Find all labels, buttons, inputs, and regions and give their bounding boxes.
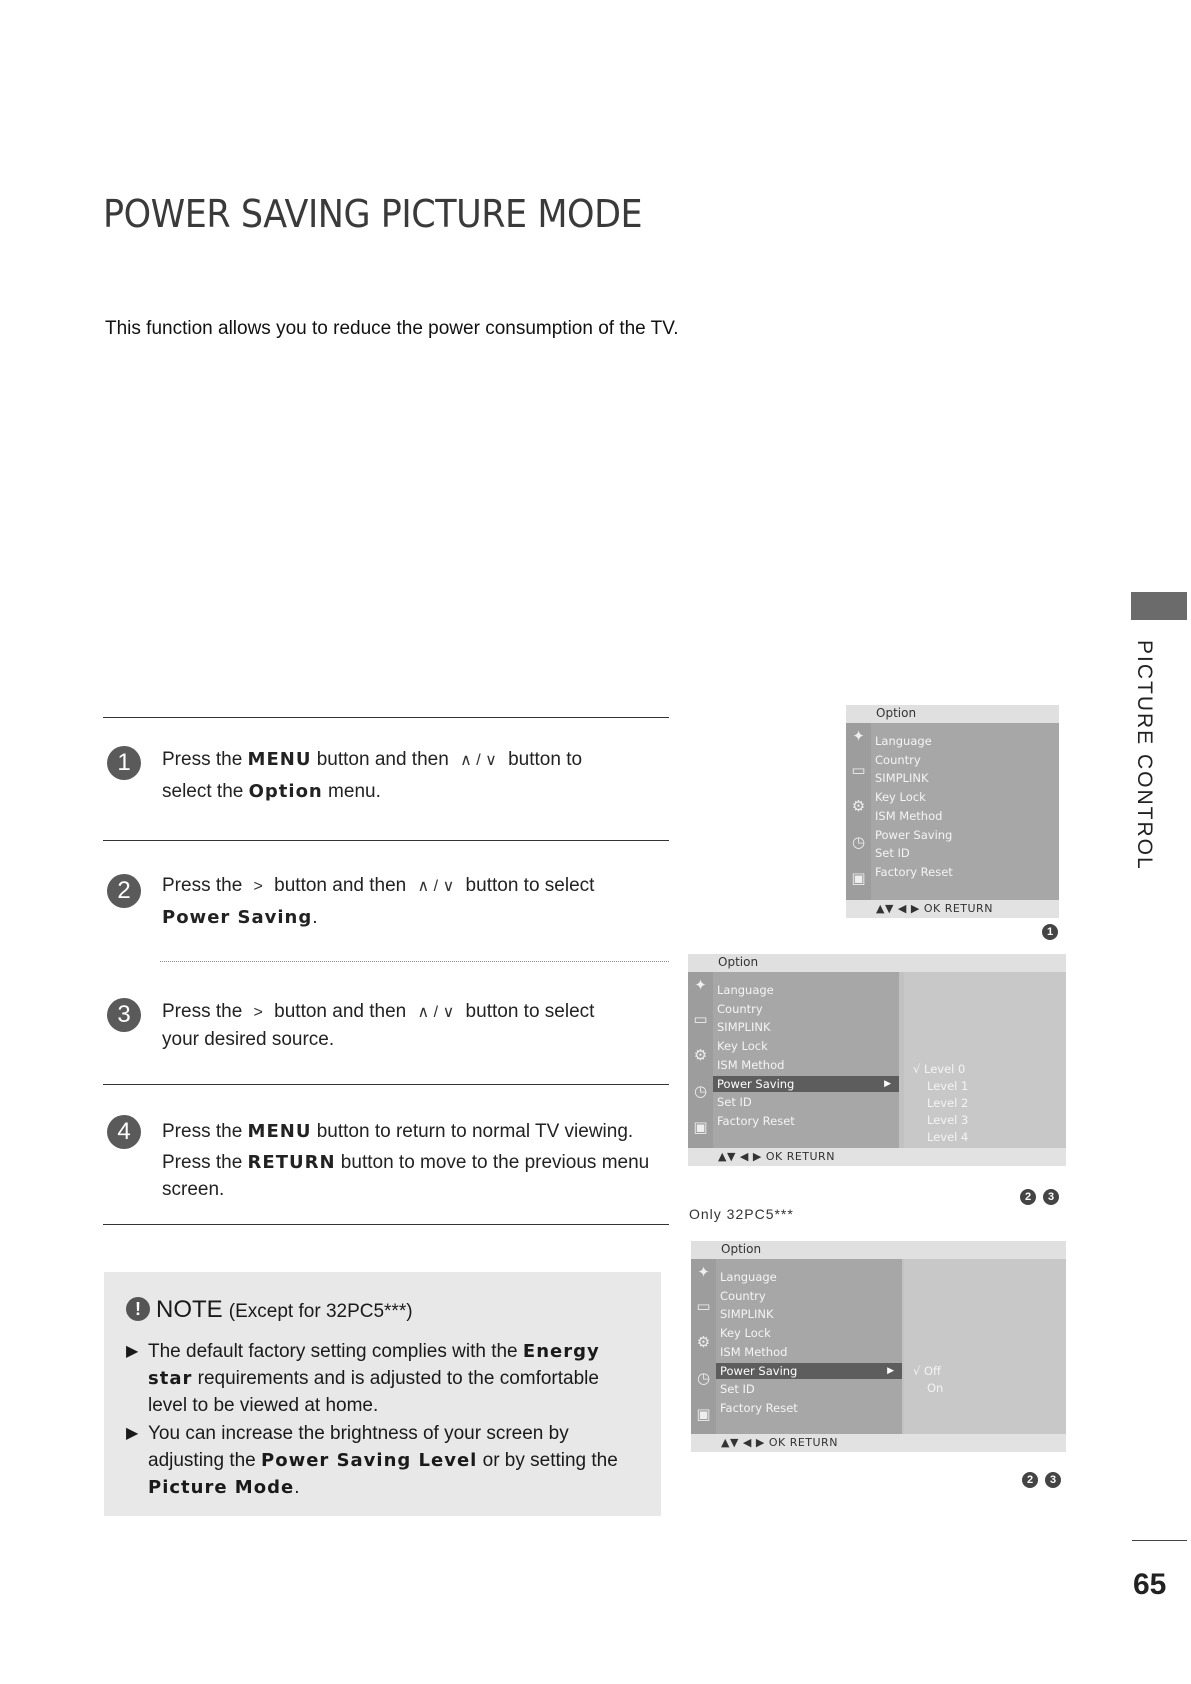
- osd-icon-column: [846, 723, 871, 900]
- osd-item-set-id[interactable]: Set ID: [720, 1382, 755, 1396]
- osd-item-language[interactable]: Language: [875, 734, 932, 748]
- osd-item-power-saving-selected[interactable]: Power Saving ▶: [713, 1076, 899, 1092]
- exclamation-icon: !: [126, 1297, 150, 1321]
- right-arrow-icon: >: [253, 878, 263, 895]
- step-divider-dotted: [160, 961, 669, 962]
- note-bullet-2: ▶ You can increase the brightness of your screen by adjusting the Power Saving Level or by setting the Picture Mode.: [126, 1420, 636, 1501]
- monitor-icon: ▭: [851, 761, 866, 779]
- step-number-4: 4: [107, 1115, 141, 1149]
- osd-item-set-id[interactable]: Set ID: [717, 1095, 752, 1109]
- note-box: [104, 1272, 661, 1516]
- osd-option-on[interactable]: On: [927, 1381, 944, 1395]
- osd-item-simplink[interactable]: SIMPLINK: [875, 771, 929, 785]
- step-number-1: 1: [107, 746, 141, 780]
- osd-footer: ▲▼ ◀ ▶ OK RETURN: [688, 1148, 1066, 1166]
- osd-item-country[interactable]: Country: [717, 1002, 763, 1016]
- figure-badge-3: 3: [1045, 1472, 1061, 1488]
- option-icon: ▣: [693, 1118, 708, 1136]
- osd-menu-power-saving-offon: [691, 1241, 1066, 1452]
- monitor-icon: ▭: [693, 1010, 708, 1028]
- osd-header: Option: [688, 954, 1066, 972]
- option-icon: ▣: [696, 1405, 711, 1423]
- option-icon: ▣: [851, 869, 866, 887]
- step-1-text: Press the MENU button and then ∧ / ∨ button to select the Option menu.: [162, 749, 583, 802]
- osd-item-factory-reset[interactable]: Factory Reset: [875, 865, 953, 879]
- osd-item-simplink[interactable]: SIMPLINK: [717, 1020, 771, 1034]
- step-divider: [103, 1224, 669, 1225]
- figure-badge-1: 1: [1042, 924, 1058, 940]
- osd-submenu-levels: [904, 972, 1066, 1148]
- osd-item-list: [716, 1259, 902, 1434]
- osd-icon-column: [691, 1259, 716, 1434]
- up-down-arrow-icon: ∧ / ∨: [417, 878, 455, 895]
- osd-level-2[interactable]: Level 2: [927, 1096, 969, 1110]
- step-number-3: 3: [107, 998, 141, 1032]
- figure-badge-2: 2: [1020, 1189, 1036, 1205]
- gear-icon: ⚙: [693, 1046, 708, 1064]
- osd-item-ism-method[interactable]: ISM Method: [875, 809, 943, 823]
- osd-item-ism-method[interactable]: ISM Method: [720, 1345, 788, 1359]
- right-triangle-icon: ▶: [884, 1079, 891, 1089]
- triangle-bullet-icon: ▶: [126, 1343, 139, 1360]
- osd-footer: ▲▼ ◀ ▶ OK RETURN: [846, 900, 1059, 918]
- right-arrow-icon: >: [253, 1004, 263, 1021]
- osd-level-4[interactable]: Level 4: [927, 1130, 969, 1144]
- step-3-text: Press the > button and then ∧ / ∨ button to select your desired source.: [162, 1001, 595, 1050]
- model-note-label: Only 32PC5***: [689, 1206, 794, 1222]
- clock-icon: ◷: [851, 833, 866, 851]
- osd-item-set-id[interactable]: Set ID: [875, 846, 910, 860]
- right-triangle-icon: ▶: [887, 1366, 894, 1376]
- page-title: POWER SAVING PICTURE MODE: [103, 192, 643, 236]
- up-down-arrow-icon: ∧ / ∨: [460, 752, 497, 769]
- step-divider: [103, 717, 669, 718]
- osd-level-3[interactable]: Level 3: [927, 1113, 969, 1127]
- monitor-icon: ▭: [696, 1297, 711, 1315]
- osd-item-key-lock[interactable]: Key Lock: [720, 1326, 771, 1340]
- note-bullet-1: ▶ The default factory setting complies with the Energy star requirements and is adjusted to the comfortable level to be viewed at home.: [126, 1338, 636, 1419]
- osd-item-country[interactable]: Country: [720, 1289, 766, 1303]
- figure-badge-2: 2: [1022, 1472, 1038, 1488]
- section-tab-marker: [1131, 592, 1187, 620]
- osd-item-power-saving[interactable]: Power Saving: [875, 828, 953, 842]
- gear-icon: ⚙: [696, 1333, 711, 1351]
- satellite-icon: ✦: [852, 727, 865, 745]
- osd-item-ism-method[interactable]: ISM Method: [717, 1058, 785, 1072]
- osd-menu-option: [846, 705, 1059, 918]
- section-label: PICTURE CONTROL: [1133, 640, 1156, 871]
- osd-item-factory-reset[interactable]: Factory Reset: [717, 1114, 795, 1128]
- osd-header: Option: [691, 1241, 1066, 1259]
- clock-icon: ◷: [696, 1369, 711, 1387]
- step-divider: [103, 840, 669, 841]
- osd-item-list: [713, 972, 899, 1148]
- page-number-rule: [1132, 1540, 1187, 1541]
- osd-item-factory-reset[interactable]: Factory Reset: [720, 1401, 798, 1415]
- clock-icon: ◷: [693, 1082, 708, 1100]
- note-heading: ! NOTE (Except for 32PC5***): [126, 1296, 413, 1324]
- intro-text: This function allows you to reduce the power consumption of the TV.: [105, 318, 679, 339]
- page-number: 65: [1133, 1568, 1167, 1601]
- step-divider: [103, 1084, 669, 1085]
- figure-badge-3: 3: [1043, 1189, 1059, 1205]
- osd-level-1[interactable]: Level 1: [927, 1079, 969, 1093]
- osd-item-key-lock[interactable]: Key Lock: [717, 1039, 768, 1053]
- osd-item-language[interactable]: Language: [720, 1270, 777, 1284]
- osd-item-country[interactable]: Country: [875, 753, 921, 767]
- osd-item-language[interactable]: Language: [717, 983, 774, 997]
- up-down-arrow-icon: ∧ / ∨: [417, 1004, 455, 1021]
- step-number-2: 2: [107, 874, 141, 908]
- step-4-text: Press the MENU button to return to normal TV viewing. Press the RETURN button to move to the previous menu screen.: [162, 1121, 650, 1200]
- osd-level-0[interactable]: √ Level 0: [913, 1062, 966, 1076]
- osd-item-simplink[interactable]: SIMPLINK: [720, 1307, 774, 1321]
- osd-header: Option: [846, 705, 1059, 723]
- gear-icon: ⚙: [851, 797, 866, 815]
- osd-item-power-saving-selected[interactable]: Power Saving ▶: [716, 1363, 902, 1379]
- satellite-icon: ✦: [694, 976, 707, 994]
- osd-item-key-lock[interactable]: Key Lock: [875, 790, 926, 804]
- osd-footer: ▲▼ ◀ ▶ OK RETURN: [691, 1434, 1066, 1452]
- osd-submenu-offon: [904, 1259, 1066, 1434]
- osd-icon-column: [688, 972, 713, 1148]
- osd-option-off[interactable]: √ Off: [913, 1364, 941, 1378]
- osd-item-list: [871, 723, 1059, 900]
- triangle-bullet-icon: ▶: [126, 1425, 139, 1442]
- osd-menu-power-saving-levels: [688, 954, 1066, 1166]
- step-2-text: Press the > button and then ∧ / ∨ button to select Power Saving.: [162, 875, 595, 928]
- satellite-icon: ✦: [697, 1263, 710, 1281]
